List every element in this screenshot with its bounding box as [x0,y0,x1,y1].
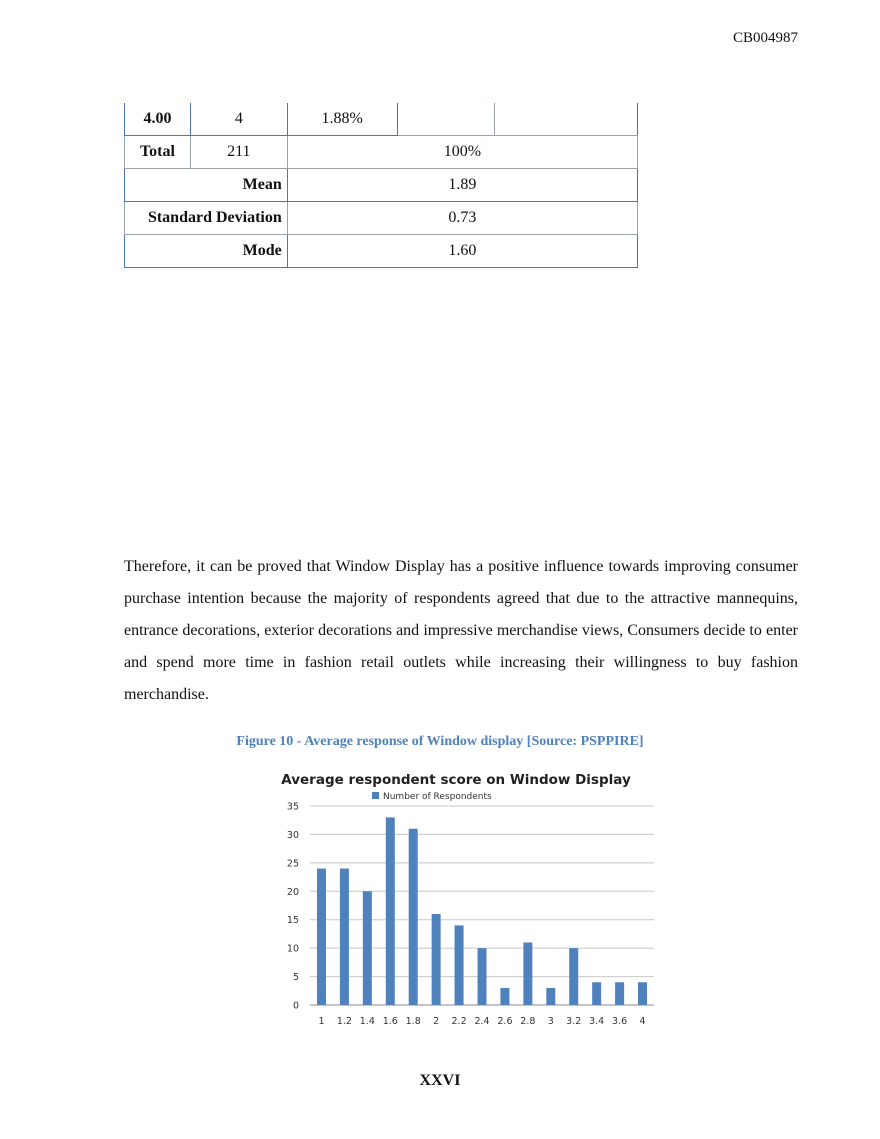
y-tick-label: 30 [286,829,299,841]
x-tick-label: 3.4 [589,1016,605,1027]
x-tick-label: 2.4 [474,1016,490,1027]
bar [638,982,647,1005]
bar [592,982,601,1005]
stat-value: 1.89 [287,169,637,202]
figure-caption: Figure 10 - Average response of Window display [Source: PSPPIRE] [236,734,644,749]
y-tick-label: 15 [286,915,299,927]
y-tick-label: 25 [286,858,299,870]
y-tick-label: 10 [286,943,299,955]
x-tick-label: 2 [433,1016,440,1027]
table-row-mean [125,169,638,202]
stat-value: 1.60 [287,235,637,268]
stat-label: Mode [125,235,288,268]
chart-title: Average respondent score on Window Display [281,772,631,788]
x-tick-label: 2.6 [497,1016,513,1027]
x-tick-label: 1.6 [382,1016,398,1027]
stat-value: 0.73 [287,202,637,235]
row-label: 4.00 [125,103,191,136]
row-percent: 1.88% [287,103,397,136]
bar [546,988,555,1005]
table-row-4-00 [125,103,638,136]
bar [340,869,349,1005]
y-tick-label: 0 [292,1000,299,1012]
bar [523,942,532,1005]
x-tick-label: 2.2 [451,1016,467,1027]
table-row-std-dev [125,202,638,235]
x-tick-label: 3 [547,1016,554,1027]
bar [386,817,395,1005]
stat-label: Mean [125,169,288,202]
x-tick-label: 3.2 [566,1016,582,1027]
bar [569,948,578,1005]
y-tick-label: 20 [286,886,299,898]
row-count: 4 [190,103,287,136]
y-tick-label: 35 [286,801,299,813]
row-count: 211 [190,136,287,169]
page-number: XXVI [419,1072,461,1089]
empty-cell [495,103,638,136]
x-tick-label: 1.4 [359,1016,375,1027]
legend-label: Number of Respondents [383,792,492,802]
bar [317,869,326,1005]
body-paragraph: Therefore, it can be proved that Window Display has a positive influence towards improving consumer purchase intention because the majority of respondents agreed that due to the attractive mannequins, entrance decorations, exterior decorations and impressive merchandise views, Consumers decide to enter and spend more time in fashion retail outlets while increasing their willingness to buy fashion merchandise. [124,558,798,703]
x-tick-label: 1 [318,1016,325,1027]
y-tick-label: 5 [292,972,299,984]
row-label: Total [125,136,191,169]
statistics-table [124,103,638,268]
table-row-total [125,136,638,169]
document-id: CB004987 [732,30,798,46]
bar [615,982,624,1005]
bar [363,891,372,1005]
legend-swatch [372,792,379,799]
table-row-mode [125,235,638,268]
bar [432,914,441,1005]
bar-chart [272,765,662,1035]
x-tick-label: 1.2 [336,1016,352,1027]
stat-label: Standard Deviation [125,202,288,235]
x-tick-label: 2.8 [520,1016,536,1027]
bar [409,829,418,1005]
x-tick-label: 4 [639,1016,646,1027]
empty-cell [397,103,495,136]
x-tick-label: 3.6 [612,1016,628,1027]
bar [478,948,487,1005]
x-tick-label: 1.8 [405,1016,421,1027]
bar [455,925,464,1005]
bar [500,988,509,1005]
row-percent: 100% [287,136,637,169]
